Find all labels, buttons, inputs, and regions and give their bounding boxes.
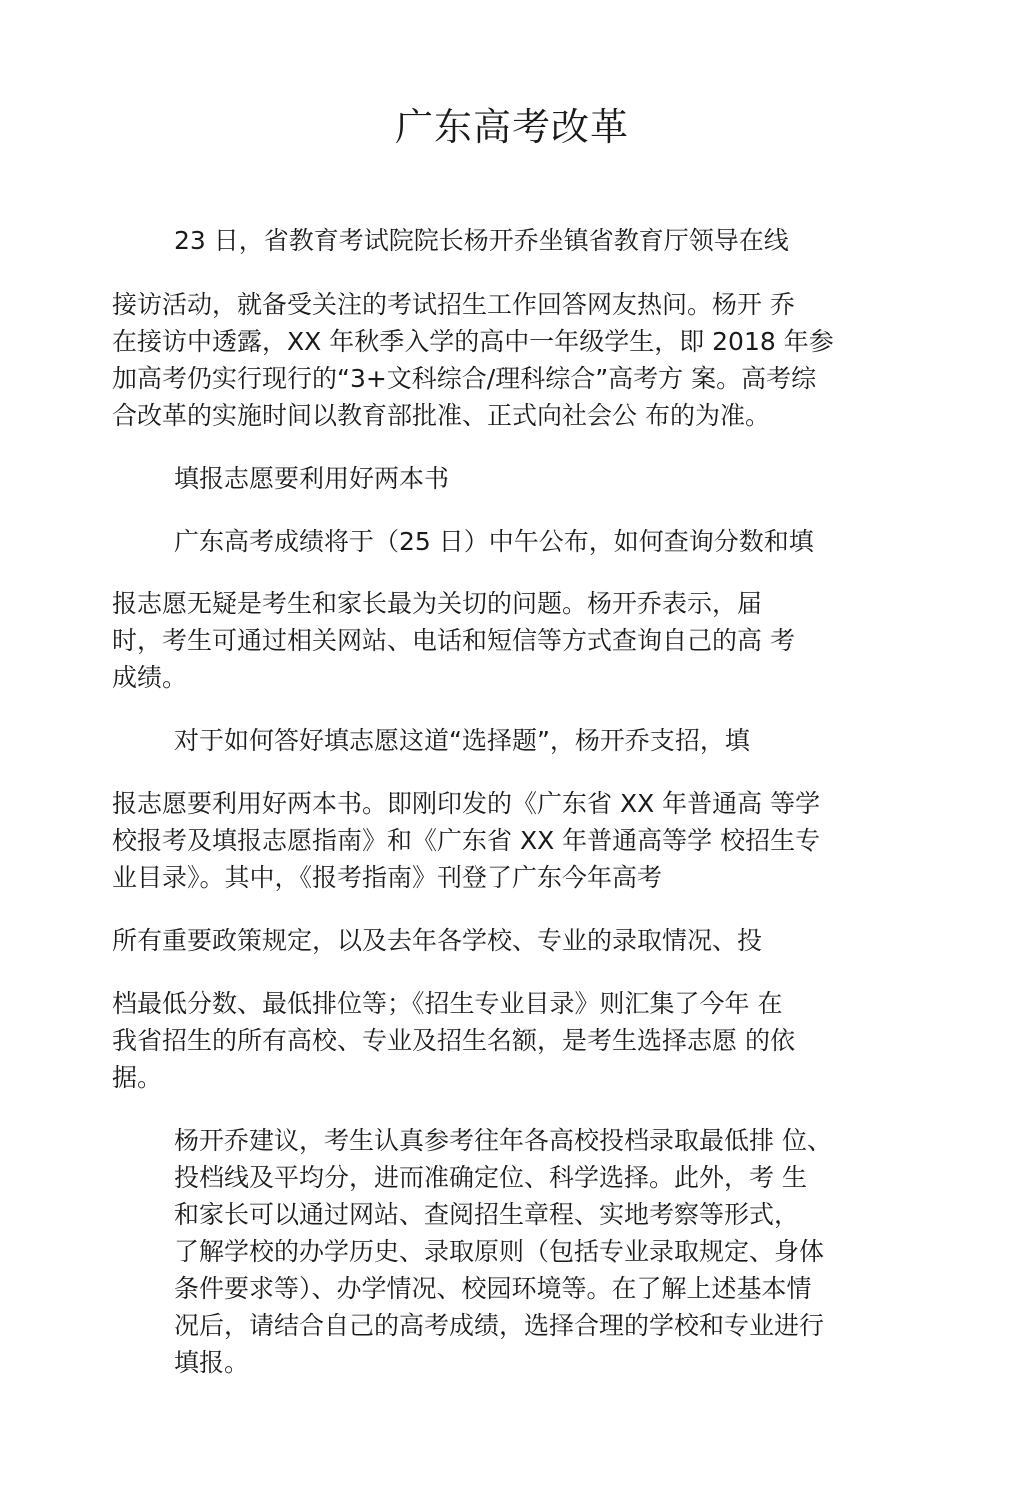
- paragraph-line: 了解学校的办学历史、录取原则（包括专业录取规定、身体: [174, 1237, 825, 1266]
- paragraph-line: 合改革的实施时间以教育部批准、正式向社会公 布的为准。: [112, 401, 770, 430]
- paragraph-line: 在接访中透露，XX 年秋季入学的高中一年级学生，即 2018 年参: [112, 327, 834, 356]
- paragraph-line: 接访活动，就备受关注的考试招生工作回答网友热问。杨开 乔: [112, 290, 795, 319]
- paragraph-line: 成绩。: [112, 663, 188, 692]
- paragraph-line: 况后，请结合自己的高考成绩，选择合理的学校和专业进行: [174, 1311, 825, 1340]
- paragraph-line: 杨开乔建议，考生认真参考往年各高校投档录取最低排 位、: [174, 1126, 832, 1155]
- paragraph-line: 我省招生的所有高校、专业及招生名额，是考生选择志愿 的依: [112, 1026, 795, 1055]
- paragraph-line: 校报考及填报志愿指南》和《广东省 XX 年普通高等学 校招生专: [112, 826, 821, 855]
- paragraph-line: 投档线及平均分，进而准确定位、科学选择。此外，考 生: [174, 1163, 807, 1192]
- document-title: 广东高考改革: [394, 105, 629, 149]
- paragraph-line: 业目录》。其中，《报考指南》刊登了广东今年高考: [112, 863, 663, 892]
- paragraph-line: 据。: [112, 1063, 163, 1092]
- paragraph-line: 和家长可以通过网站、查阅招生章程、实地考察等形式，: [174, 1200, 800, 1229]
- paragraph-line: 23 日，省教育考试院院长杨开乔坐镇省教育厅领导在线: [174, 226, 789, 255]
- section-heading: 填报志愿要利用好两本书: [174, 464, 450, 493]
- paragraph-line: 报志愿无疑是考生和家长最为关切的问题。杨开乔表示，届: [112, 589, 763, 618]
- paragraph-line: 广东高考成绩将于（25 日）中午公布，如何查询分数和填: [174, 527, 814, 556]
- paragraph-line: 时，考生可通过相关网站、电话和短信等方式查询自己的高 考: [112, 626, 795, 655]
- paragraph-line: 档最低分数、最低排位等；《招生专业目录》则汇集了今年 在: [112, 989, 783, 1018]
- paragraph-line: 对于如何答好填志愿这道“选择题”，杨开乔支招，填: [174, 726, 750, 755]
- paragraph-line: 条件要求等）、办学情况、校园环境等。在了解上述基本情: [174, 1274, 812, 1303]
- paragraph-line: 加高考仍实行现行的“3+文科综合/理科综合”高考方 案。高考综: [112, 364, 817, 393]
- paragraph-line: 填报。: [174, 1348, 250, 1377]
- paragraph-line: 报志愿要利用好两本书。即刚印发的《广东省 XX 年普通高 等学: [112, 789, 821, 818]
- paragraph-line: 所有重要政策规定，以及去年各学校、专业的录取情况、投: [112, 926, 763, 955]
